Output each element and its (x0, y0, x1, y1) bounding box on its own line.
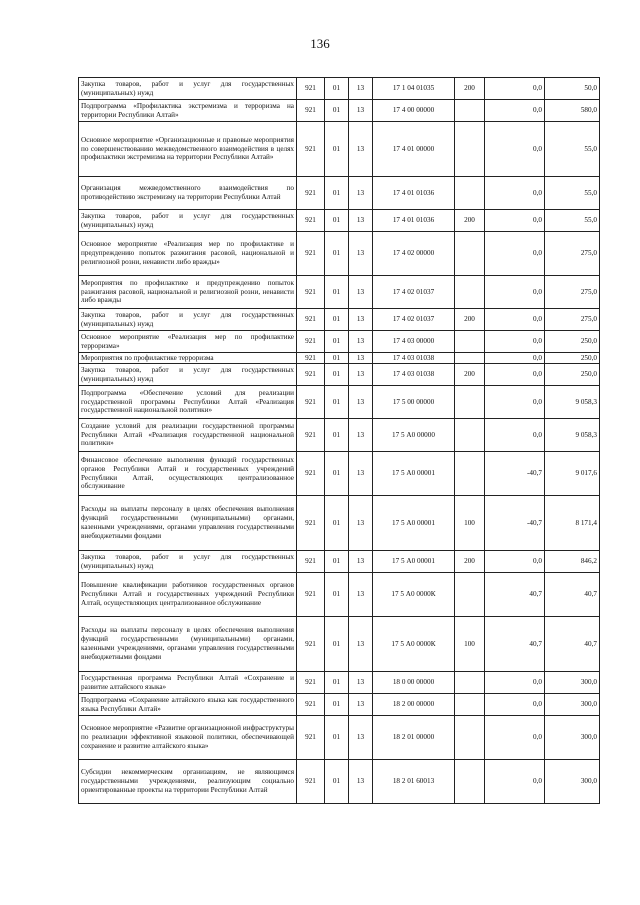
table-row (79, 694, 600, 716)
change-amount: 40,7 (485, 573, 545, 617)
section-code: 01 (325, 78, 349, 100)
expense-name: Основное мероприятие «Организационные и правовые мероприятия по совершенствованию межведомственного взаимодействия в целях профилактики экстремизма на территории Республики Алтай» (79, 122, 297, 177)
section-code: 01 (325, 694, 349, 716)
grbs-code: 921 (297, 617, 325, 672)
expense-name: Организация межведомственного взаимодействия по противодействию экстремизму на территории Республики Алтай (79, 177, 297, 210)
grbs-code: 921 (297, 177, 325, 210)
total-amount: 250,0 (545, 353, 600, 364)
expense-name: Основное мероприятие «Развитие организационной инфраструктуры по реализации эффективной языковой политики, обеспечивающей сохранение и развитие алтайского языка» (79, 716, 297, 760)
table-row (79, 386, 600, 419)
section-code: 01 (325, 760, 349, 804)
subsection-code: 13 (349, 760, 373, 804)
grbs-code: 921 (297, 716, 325, 760)
expense-name: Государственная программа Республики Алтай «Сохранение и развитие алтайского языка» (79, 672, 297, 694)
expense-type-code (455, 573, 485, 617)
section-code: 01 (325, 716, 349, 760)
change-amount: 0,0 (485, 353, 545, 364)
subsection-code: 13 (349, 419, 373, 452)
expense-name: Закупка товаров, работ и услуг для государственных (муниципальных) нужд (79, 551, 297, 573)
table-row (79, 364, 600, 386)
section-code: 01 (325, 452, 349, 496)
subsection-code: 13 (349, 551, 373, 573)
expense-type-code: 200 (455, 78, 485, 100)
expense-type-code: 100 (455, 496, 485, 551)
table-row (79, 551, 600, 573)
target-article-code: 17 5 00 00000 (373, 386, 455, 419)
grbs-code: 921 (297, 122, 325, 177)
expense-name: Мероприятия по профилактике и предупреждению попыток разжигания расовой, национальной и религиозной розни, ненависти либо вражды (79, 276, 297, 309)
target-article-code: 17 4 01 01036 (373, 210, 455, 232)
target-article-code: 17 4 01 01036 (373, 177, 455, 210)
table-row (79, 331, 600, 353)
expense-name: Подпрограмма «Сохранение алтайского языка как государственного языка Республики Алтай» (79, 694, 297, 716)
budget-table (78, 77, 600, 804)
grbs-code: 921 (297, 551, 325, 573)
expense-type-code (455, 386, 485, 419)
section-code: 01 (325, 331, 349, 353)
change-amount: 0,0 (485, 716, 545, 760)
expense-type-code (455, 419, 485, 452)
subsection-code: 13 (349, 177, 373, 210)
expense-type-code (455, 353, 485, 364)
change-amount: 0,0 (485, 386, 545, 419)
grbs-code: 921 (297, 78, 325, 100)
subsection-code: 13 (349, 353, 373, 364)
grbs-code: 921 (297, 672, 325, 694)
subsection-code: 13 (349, 331, 373, 353)
change-amount: 0,0 (485, 672, 545, 694)
table-row (79, 177, 600, 210)
section-code: 01 (325, 573, 349, 617)
total-amount: 9 058,3 (545, 419, 600, 452)
expense-type-code (455, 177, 485, 210)
table-row (79, 122, 600, 177)
target-article-code: 17 4 02 00000 (373, 232, 455, 276)
subsection-code: 13 (349, 386, 373, 419)
grbs-code: 921 (297, 364, 325, 386)
total-amount: 55,0 (545, 177, 600, 210)
table-row (79, 672, 600, 694)
target-article-code: 17 5 А0 00001 (373, 496, 455, 551)
total-amount: 846,2 (545, 551, 600, 573)
section-code: 01 (325, 386, 349, 419)
expense-name: Подпрограмма «Обеспечение условий для реализации государственной программы Республики Алтай «Реализация государственной национальной политики» (79, 386, 297, 419)
expense-type-code (455, 760, 485, 804)
section-code: 01 (325, 672, 349, 694)
table-row (79, 419, 600, 452)
change-amount: -40,7 (485, 452, 545, 496)
subsection-code: 13 (349, 716, 373, 760)
expense-name: Закупка товаров, работ и услуг для государственных (муниципальных) нужд (79, 210, 297, 232)
section-code: 01 (325, 419, 349, 452)
target-article-code: 17 1 04 01035 (373, 78, 455, 100)
table-row (79, 210, 600, 232)
target-article-code: 17 5 А0 00000 (373, 419, 455, 452)
section-code: 01 (325, 210, 349, 232)
section-code: 01 (325, 496, 349, 551)
grbs-code: 921 (297, 276, 325, 309)
target-article-code: 17 4 00 00000 (373, 100, 455, 122)
grbs-code: 921 (297, 573, 325, 617)
total-amount: 275,0 (545, 309, 600, 331)
grbs-code: 921 (297, 419, 325, 452)
total-amount: 9 058,3 (545, 386, 600, 419)
expense-name: Закупка товаров, работ и услуг для государственных (муниципальных) нужд (79, 78, 297, 100)
grbs-code: 921 (297, 496, 325, 551)
section-code: 01 (325, 353, 349, 364)
grbs-code: 921 (297, 232, 325, 276)
change-amount: 40,7 (485, 617, 545, 672)
table-row (79, 309, 600, 331)
section-code: 01 (325, 309, 349, 331)
total-amount: 300,0 (545, 716, 600, 760)
change-amount: 0,0 (485, 309, 545, 331)
table-row (79, 232, 600, 276)
table-row (79, 573, 600, 617)
section-code: 01 (325, 276, 349, 309)
subsection-code: 13 (349, 309, 373, 331)
change-amount: 0,0 (485, 232, 545, 276)
subsection-code: 13 (349, 78, 373, 100)
expense-name: Основное мероприятие «Реализация мер по профилактике и предупреждению попыток разжигания расовой, национальной и религиозной розни, ненависти либо вражды» (79, 232, 297, 276)
change-amount: 0,0 (485, 100, 545, 122)
expense-type-code: 200 (455, 364, 485, 386)
total-amount: 55,0 (545, 122, 600, 177)
expense-type-code (455, 232, 485, 276)
table-row (79, 78, 600, 100)
table-row (79, 760, 600, 804)
subsection-code: 13 (349, 617, 373, 672)
subsection-code: 13 (349, 210, 373, 232)
target-article-code: 17 4 02 01037 (373, 276, 455, 309)
target-article-code: 17 5 А0 0000К (373, 617, 455, 672)
grbs-code: 921 (297, 210, 325, 232)
total-amount: 300,0 (545, 694, 600, 716)
subsection-code: 13 (349, 100, 373, 122)
subsection-code: 13 (349, 232, 373, 276)
expense-type-code (455, 331, 485, 353)
section-code: 01 (325, 617, 349, 672)
expense-name: Мероприятия по профилактике терроризма (79, 353, 297, 364)
expense-type-code: 100 (455, 617, 485, 672)
table-row (79, 496, 600, 551)
expense-type-code (455, 672, 485, 694)
expense-name: Закупка товаров, работ и услуг для государственных (муниципальных) нужд (79, 309, 297, 331)
total-amount: 275,0 (545, 232, 600, 276)
table-body (79, 78, 600, 804)
subsection-code: 13 (349, 122, 373, 177)
grbs-code: 921 (297, 760, 325, 804)
section-code: 01 (325, 100, 349, 122)
total-amount: 300,0 (545, 672, 600, 694)
target-article-code: 18 2 01 00000 (373, 716, 455, 760)
expense-name: Закупка товаров, работ и услуг для государственных (муниципальных) нужд (79, 364, 297, 386)
table-row (79, 617, 600, 672)
target-article-code: 18 0 00 00000 (373, 672, 455, 694)
section-code: 01 (325, 364, 349, 386)
grbs-code: 921 (297, 331, 325, 353)
total-amount: 300,0 (545, 760, 600, 804)
grbs-code: 921 (297, 353, 325, 364)
change-amount: 0,0 (485, 177, 545, 210)
grbs-code: 921 (297, 452, 325, 496)
section-code: 01 (325, 122, 349, 177)
target-article-code: 17 4 03 01038 (373, 364, 455, 386)
expense-name: Подпрограмма «Профилактика экстремизма и терроризма на территории Республики Алтай» (79, 100, 297, 122)
expense-name: Повышение квалификации работников государственных органов Республики Алтай и государственных учреждений Республики Алтай, осуществляющих централизованное обслуживание (79, 573, 297, 617)
section-code: 01 (325, 551, 349, 573)
subsection-code: 13 (349, 573, 373, 617)
expense-name: Основное мероприятие «Реализация мер по профилактике терроризма» (79, 331, 297, 353)
change-amount: 0,0 (485, 331, 545, 353)
change-amount: 0,0 (485, 210, 545, 232)
expense-type-code (455, 716, 485, 760)
total-amount: 250,0 (545, 331, 600, 353)
subsection-code: 13 (349, 672, 373, 694)
grbs-code: 921 (297, 309, 325, 331)
subsection-code: 13 (349, 694, 373, 716)
section-code: 01 (325, 232, 349, 276)
grbs-code: 921 (297, 386, 325, 419)
change-amount: 0,0 (485, 419, 545, 452)
target-article-code: 17 4 03 01038 (373, 353, 455, 364)
section-code: 01 (325, 177, 349, 210)
subsection-code: 13 (349, 496, 373, 551)
grbs-code: 921 (297, 100, 325, 122)
change-amount: 0,0 (485, 694, 545, 716)
change-amount: 0,0 (485, 364, 545, 386)
target-article-code: 17 4 03 00000 (373, 331, 455, 353)
expense-type-code (455, 694, 485, 716)
target-article-code: 17 5 А0 0000К (373, 573, 455, 617)
total-amount: 50,0 (545, 78, 600, 100)
total-amount: 40,7 (545, 617, 600, 672)
change-amount: 0,0 (485, 78, 545, 100)
total-amount: 40,7 (545, 573, 600, 617)
target-article-code: 17 5 А0 00001 (373, 452, 455, 496)
expense-type-code (455, 122, 485, 177)
target-article-code: 18 2 01 60013 (373, 760, 455, 804)
expense-name: Создание условий для реализации государственной программы Республики Алтай «Реализация государственной национальной политики» (79, 419, 297, 452)
expense-type-code (455, 100, 485, 122)
total-amount: 8 171,4 (545, 496, 600, 551)
expense-name: Расходы на выплаты персоналу в целях обеспечения выполнения функций государственными (муниципальными) органами, казенными учреждениями, органами управления государственными внебюджетными фондами (79, 496, 297, 551)
expense-type-code (455, 452, 485, 496)
target-article-code: 17 4 01 00000 (373, 122, 455, 177)
total-amount: 580,0 (545, 100, 600, 122)
subsection-code: 13 (349, 452, 373, 496)
expense-name: Расходы на выплаты персоналу в целях обеспечения выполнения функций государственными (муниципальными) органами, казенными учреждениями, органами управления государственными внебюджетными фондами (79, 617, 297, 672)
target-article-code: 18 2 00 00000 (373, 694, 455, 716)
change-amount: 0,0 (485, 760, 545, 804)
subsection-code: 13 (349, 276, 373, 309)
target-article-code: 17 4 02 01037 (373, 309, 455, 331)
table-row (79, 100, 600, 122)
expense-name: Субсидии некоммерческим организациям, не являющимся государственными учреждениями, реализующим социально ориентированные проекты на территории Республики Алтай (79, 760, 297, 804)
page-number: 136 (310, 36, 330, 51)
table-row (79, 353, 600, 364)
change-amount: -40,7 (485, 496, 545, 551)
expense-name: Финансовое обеспечение выполнения функций государственных органов Республики Алтай и государственных учреждений Республики Алтай, осуществляющих централизованное обслуживание (79, 452, 297, 496)
expense-type-code (455, 276, 485, 309)
subsection-code: 13 (349, 364, 373, 386)
table-row (79, 276, 600, 309)
table-row (79, 716, 600, 760)
table-row (79, 452, 600, 496)
total-amount: 275,0 (545, 276, 600, 309)
expense-type-code: 200 (455, 309, 485, 331)
expense-type-code: 200 (455, 551, 485, 573)
target-article-code: 17 5 А0 00001 (373, 551, 455, 573)
change-amount: 0,0 (485, 276, 545, 309)
change-amount: 0,0 (485, 122, 545, 177)
total-amount: 55,0 (545, 210, 600, 232)
total-amount: 9 017,6 (545, 452, 600, 496)
total-amount: 250,0 (545, 364, 600, 386)
grbs-code: 921 (297, 694, 325, 716)
change-amount: 0,0 (485, 551, 545, 573)
expense-type-code: 200 (455, 210, 485, 232)
